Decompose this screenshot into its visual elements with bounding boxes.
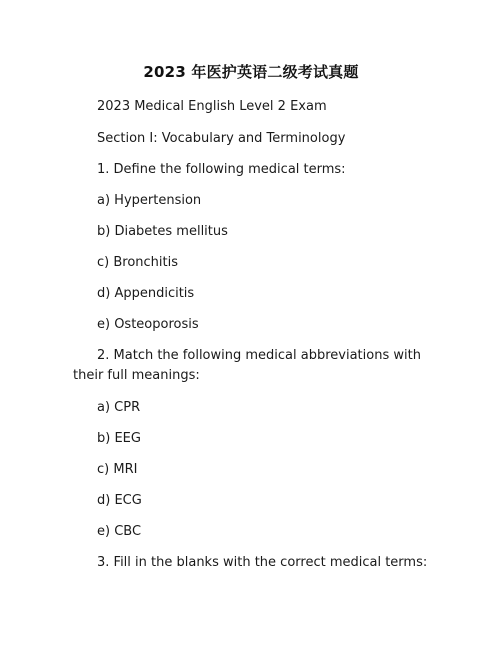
question-1-prompt: 1. Define the following medical terms: <box>97 162 346 177</box>
question-2-option-b: b) EEG <box>97 431 141 446</box>
question-2-option-d: d) ECG <box>97 493 142 508</box>
question-1-option-d: d) Appendicitis <box>97 286 195 301</box>
question-2-option-e: e) CBC <box>97 524 142 539</box>
question-1-option-a: a) Hypertension <box>97 193 202 208</box>
section-heading: Section I: Vocabulary and Terminology <box>97 131 346 146</box>
exam-name: 2023 Medical English Level 2 Exam <box>97 99 327 114</box>
question-1-option-c: c) Bronchitis <box>97 255 179 270</box>
question-2-prompt: 2. Match the following medical abbreviations with their full meanings: <box>73 348 421 383</box>
question-1-option-e: e) Osteoporosis <box>97 317 199 332</box>
question-2-option-a: a) CPR <box>97 400 141 415</box>
question-2-option-c: c) MRI <box>97 462 138 477</box>
document-title: 2023 年医护英语二级考试真题 <box>143 63 359 81</box>
question-3-prompt: 3. Fill in the blanks with the correct medical terms: <box>97 555 428 570</box>
question-1-option-b: b) Diabetes mellitus <box>97 224 228 239</box>
